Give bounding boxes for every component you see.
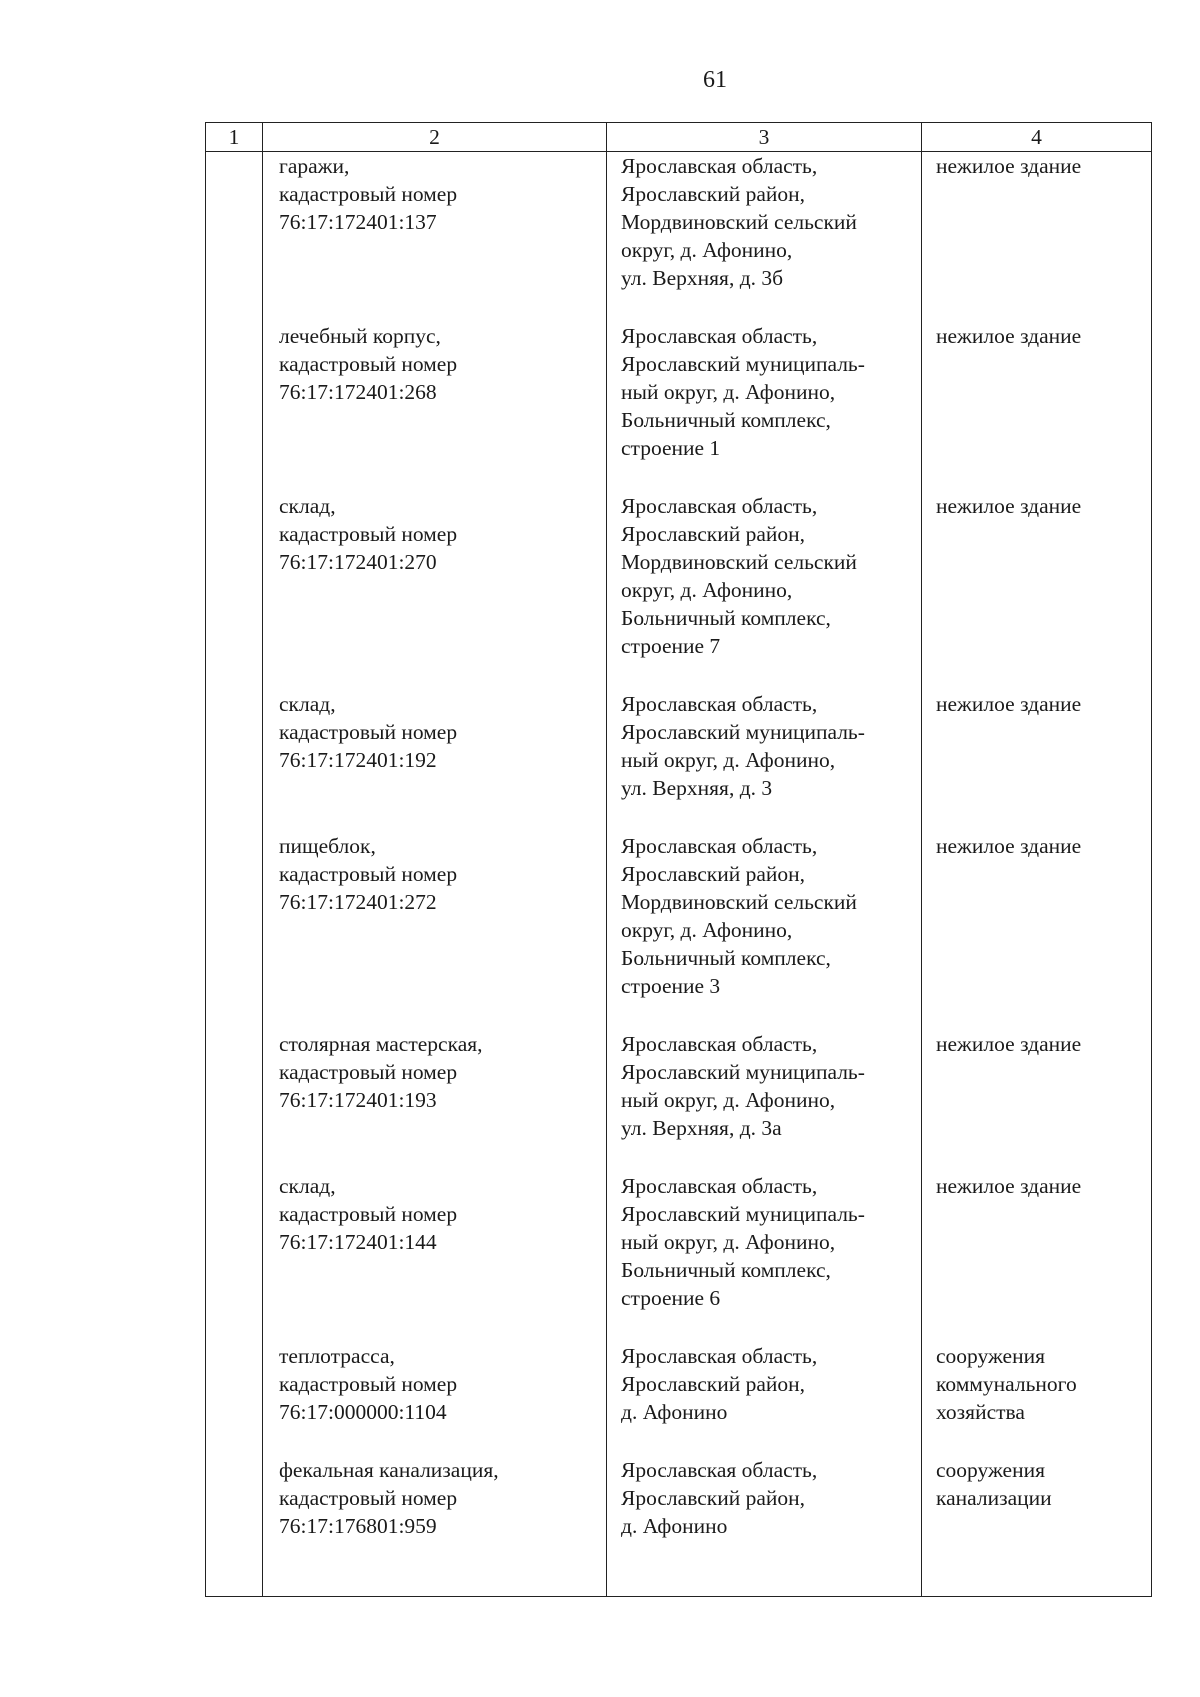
page-number: 61 [703,67,727,93]
object-type-cell: нежилое здание [922,1172,1152,1342]
object-type-cell: нежилое здание [922,152,1152,323]
object-name-cell: теплотрасса, кадастровый номер 76:17:000000:1104 [263,1342,607,1456]
object-type-cell: сооружения коммунального хозяйства [922,1342,1152,1456]
address-cell: Ярославская область, Ярославский район, Мордвиновский сельский округ, д. Афонино, Больничный комплекс, строение 3 [607,832,922,1030]
table-row [206,690,1152,832]
object-type-cell: нежилое здание [922,322,1152,492]
address-cell: Ярославская область, Ярославский район, Мордвиновский сельский округ, д. Афонино, ул. Верхняя, д. 3б [607,152,922,323]
object-name-cell: склад, кадастровый номер 76:17:172401:144 [263,1172,607,1342]
address-cell: Ярославская область, Ярославский муниципаль- ный округ, д. Афонино, Больничный комплекс, строение 6 [607,1172,922,1342]
address-cell: Ярославская область, Ярославский район, Мордвиновский сельский округ, д. Афонино, Больничный комплекс, строение 7 [607,492,922,690]
row-number-cell [206,1172,263,1342]
address-cell: Ярославская область, Ярославский муниципаль- ный округ, д. Афонино, Больничный комплекс, строение 1 [607,322,922,492]
row-number-cell [206,492,263,690]
table-row [206,322,1152,492]
object-type-cell: сооружения канализации [922,1456,1152,1597]
object-name-cell: пищеблок, кадастровый номер 76:17:172401:272 [263,832,607,1030]
table-row [206,832,1152,1030]
address-cell: Ярославская область, Ярославский муниципаль- ный округ, д. Афонино, ул. Верхняя, д. 3 [607,690,922,832]
object-name-cell: столярная мастерская, кадастровый номер 76:17:172401:193 [263,1030,607,1172]
table-row [206,152,1152,323]
object-type-cell: нежилое здание [922,832,1152,1030]
address-cell: Ярославская область, Ярославский район, д. Афонино [607,1342,922,1456]
row-number-cell [206,832,263,1030]
object-name-cell: склад, кадастровый номер 76:17:172401:192 [263,690,607,832]
column-header-1: 1 [206,123,263,152]
property-table [205,122,1152,1597]
column-header-2: 2 [263,123,607,152]
object-name-cell: склад, кадастровый номер 76:17:172401:270 [263,492,607,690]
object-type-cell: нежилое здание [922,492,1152,690]
address-cell: Ярославская область, Ярославский район, д. Афонино [607,1456,922,1597]
address-cell: Ярославская область, Ярославский муниципаль- ный округ, д. Афонино, ул. Верхняя, д. 3а [607,1030,922,1172]
object-name-cell: гаражи, кадастровый номер 76:17:172401:137 [263,152,607,323]
row-number-cell [206,690,263,832]
row-number-cell [206,1030,263,1172]
table-header-row [206,123,1152,152]
row-number-cell [206,152,263,323]
object-type-cell: нежилое здание [922,690,1152,832]
object-name-cell: лечебный корпус, кадастровый номер 76:17:172401:268 [263,322,607,492]
table-row [206,492,1152,690]
row-number-cell [206,1342,263,1456]
column-header-4: 4 [922,123,1152,152]
table-row [206,1342,1152,1456]
table-row [206,1172,1152,1342]
table-row [206,1030,1152,1172]
property-table-container [205,122,1151,1597]
column-header-3: 3 [607,123,922,152]
object-type-cell: нежилое здание [922,1030,1152,1172]
row-number-cell [206,1456,263,1597]
row-number-cell [206,322,263,492]
table-row [206,1456,1152,1597]
object-name-cell: фекальная канализация, кадастровый номер 76:17:176801:959 [263,1456,607,1597]
